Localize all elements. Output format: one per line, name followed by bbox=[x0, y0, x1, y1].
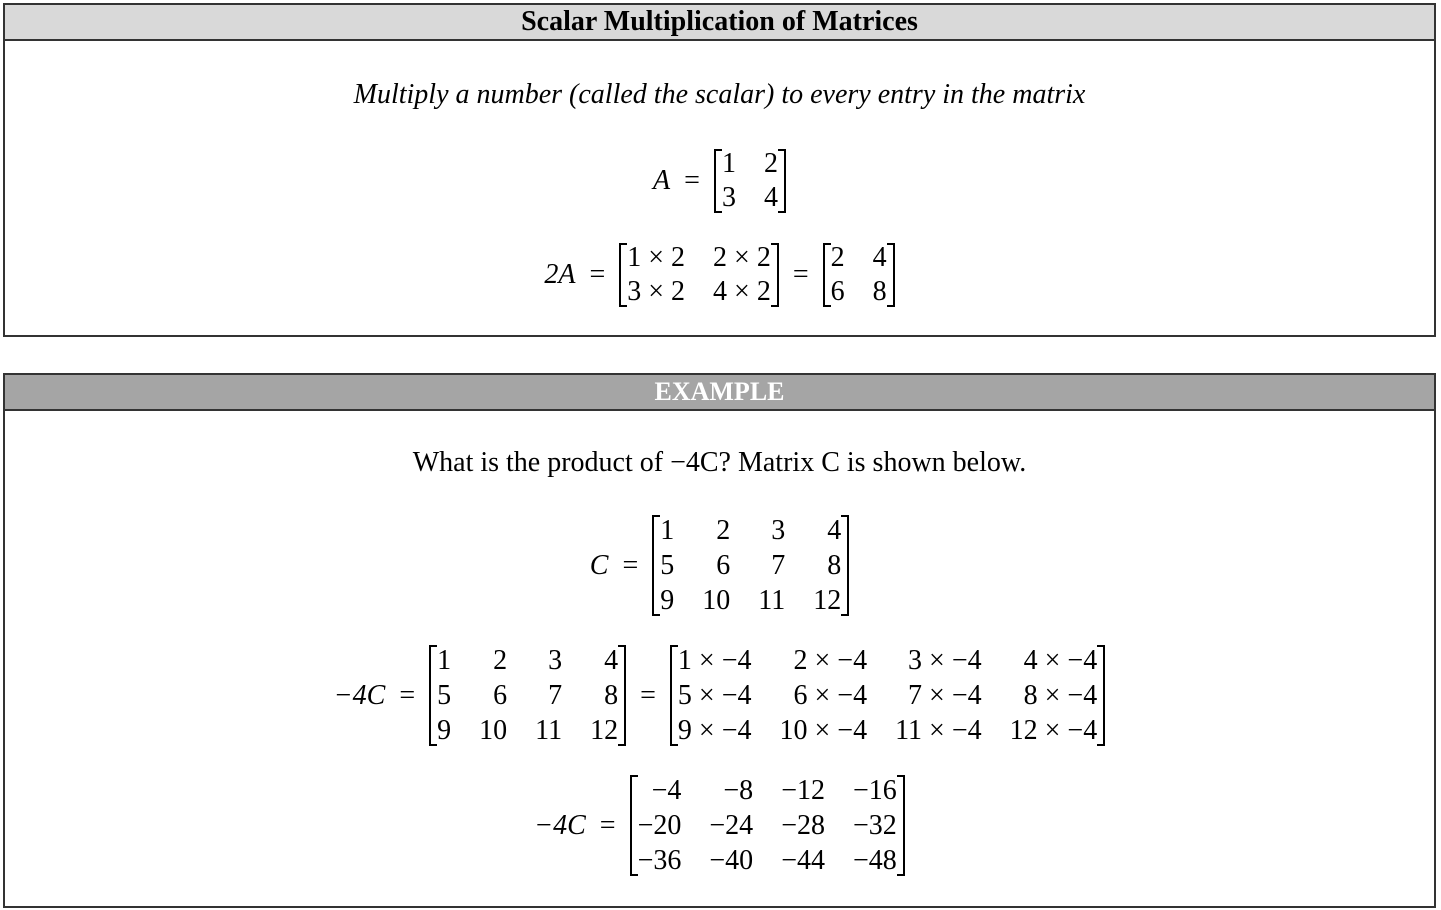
matrix-cell: 6 bbox=[830, 276, 845, 307]
matrix-cell: −16 bbox=[852, 775, 897, 806]
matrix-cell: 3 × 2 bbox=[627, 276, 686, 307]
matrix-cell: 6 bbox=[716, 550, 731, 581]
equation-minus4c-expanded bbox=[5, 643, 1434, 748]
matrix-row bbox=[829, 275, 889, 309]
matrix-cell: 12 bbox=[590, 715, 619, 746]
equals-sign: = bbox=[589, 259, 606, 290]
matrix-cell: 8 bbox=[827, 550, 842, 581]
matrix-cell: 4 bbox=[604, 645, 619, 676]
equals-sign: = bbox=[792, 259, 809, 290]
matrix-cell: 9 × −4 bbox=[677, 715, 752, 746]
matrix-cell: 7 bbox=[548, 680, 563, 711]
matrix-row bbox=[636, 843, 899, 878]
matrix-cell: 11 bbox=[758, 585, 786, 616]
equation-2a bbox=[5, 241, 1434, 309]
matrix-cell: 4 bbox=[763, 182, 778, 213]
matrix-cell: −32 bbox=[852, 810, 897, 841]
matrix-cell: 10 bbox=[702, 585, 731, 616]
matrix-result bbox=[630, 773, 905, 878]
eq-lhs: −4C bbox=[333, 679, 386, 711]
matrix-cell: 8 × −4 bbox=[1023, 680, 1098, 711]
matrix-cell: 4 × −4 bbox=[1023, 645, 1098, 676]
section-title: Scalar Multiplication of Matrices bbox=[5, 5, 1434, 41]
matrix-cell: 5 bbox=[660, 550, 675, 581]
matrix-cell: 6 bbox=[493, 680, 508, 711]
matrix-row bbox=[658, 548, 843, 583]
matrix-cell: 3 × −4 bbox=[908, 645, 982, 676]
matrix-row bbox=[676, 678, 1099, 713]
matrix-row bbox=[676, 643, 1099, 678]
matrix-c bbox=[429, 643, 626, 748]
equals-sign: = bbox=[399, 679, 416, 711]
matrix-cell: 12 bbox=[813, 585, 842, 616]
matrix-cell: 5 × −4 bbox=[677, 680, 752, 711]
matrix-row bbox=[435, 713, 620, 748]
matrix-cell: 12 × −4 bbox=[1009, 715, 1098, 746]
matrix-cell: −24 bbox=[709, 810, 754, 841]
matrix-expanded bbox=[619, 241, 779, 309]
section-title: EXAMPLE bbox=[5, 375, 1434, 411]
matrix-cell: 7 × −4 bbox=[908, 680, 982, 711]
matrix-cell: 2 bbox=[763, 148, 778, 179]
example-box bbox=[3, 373, 1436, 908]
matrix-cell: 1 bbox=[437, 645, 452, 676]
eq-lhs: A bbox=[653, 165, 671, 196]
matrix-a bbox=[714, 147, 786, 215]
matrix-cell: 8 bbox=[604, 680, 619, 711]
equals-sign: = bbox=[622, 549, 639, 581]
matrix-cell: 9 bbox=[437, 715, 452, 746]
equals-sign: = bbox=[599, 809, 616, 841]
matrix-cell: 4 bbox=[827, 515, 842, 546]
matrix-row bbox=[720, 147, 780, 181]
matrix-row bbox=[636, 773, 899, 808]
matrix-cell: 8 bbox=[872, 276, 887, 307]
matrix-cell: 1 bbox=[660, 515, 675, 546]
matrix-cell: 6 × −4 bbox=[793, 680, 868, 711]
equals-sign: = bbox=[640, 679, 656, 711]
matrix-cell: 10 bbox=[479, 715, 508, 746]
matrix-row bbox=[435, 643, 620, 678]
matrix-cell: 2 × −4 bbox=[793, 645, 868, 676]
matrix-row bbox=[658, 583, 843, 618]
matrix-row bbox=[658, 513, 843, 548]
matrix-row bbox=[720, 181, 780, 215]
matrix-cell: 7 bbox=[771, 550, 786, 581]
matrix-cell: 2 bbox=[830, 242, 845, 273]
eq-lhs: 2A bbox=[544, 259, 576, 290]
matrix-row bbox=[829, 241, 889, 275]
matrix-row bbox=[435, 678, 620, 713]
eq-lhs: C bbox=[589, 549, 609, 581]
matrix-cell: 3 bbox=[548, 645, 563, 676]
matrix-row bbox=[625, 241, 773, 275]
matrix-cell: 9 bbox=[660, 585, 675, 616]
matrix-cell: 11 bbox=[535, 715, 563, 746]
matrix-cell: −8 bbox=[723, 775, 754, 806]
matrix-cell: −48 bbox=[852, 845, 897, 876]
matrix-cell: 1 bbox=[721, 148, 736, 179]
matrix-cell: 11 × −4 bbox=[895, 715, 982, 746]
equation-minus4c-result bbox=[5, 773, 1434, 878]
matrix-cell: 3 bbox=[721, 182, 736, 213]
equation-c bbox=[5, 513, 1434, 618]
matrix-cell: −12 bbox=[781, 775, 825, 806]
matrix-cell: −36 bbox=[637, 845, 682, 876]
matrix-cell: −40 bbox=[709, 845, 754, 876]
matrix-row bbox=[625, 275, 773, 309]
matrix-row bbox=[676, 713, 1099, 748]
matrix-row bbox=[636, 808, 899, 843]
question-text: What is the product of −4C? Matrix C is shown below. bbox=[412, 447, 1027, 478]
matrix-cell: −44 bbox=[781, 845, 825, 876]
matrix-cell: 4 bbox=[872, 242, 887, 273]
equation-a bbox=[5, 147, 1434, 215]
matrix-cell: 4 × 2 bbox=[713, 276, 771, 307]
matrix-cell: −28 bbox=[781, 810, 825, 841]
matrix-cell: 10 × −4 bbox=[779, 715, 868, 746]
matrix-cell: 2 bbox=[493, 645, 508, 676]
matrix-cell: 3 bbox=[771, 515, 786, 546]
eq-lhs: −4C bbox=[534, 809, 586, 841]
matrix-result bbox=[823, 241, 895, 309]
equals-sign: = bbox=[684, 165, 700, 196]
matrix-cell: 5 bbox=[437, 680, 452, 711]
definition-box bbox=[3, 3, 1436, 337]
matrix-cell: 1 × −4 bbox=[677, 645, 752, 676]
matrix-cell: −20 bbox=[637, 810, 682, 841]
matrix-cell: 1 × 2 bbox=[627, 242, 686, 273]
matrix-cell: −4 bbox=[651, 775, 682, 806]
definition-text: Multiply a number (called the scalar) to every entry in the matrix bbox=[353, 79, 1086, 110]
matrix-expanded bbox=[670, 643, 1105, 748]
matrix-cell: 2 × 2 bbox=[713, 242, 771, 273]
matrix-cell: 2 bbox=[716, 515, 731, 546]
matrix-c bbox=[652, 513, 849, 618]
